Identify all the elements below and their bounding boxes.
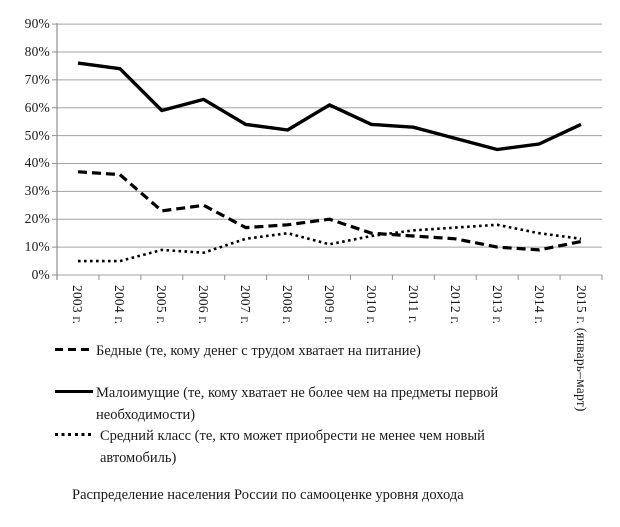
legend-label-low-income: Малоимущие (те, кому хватает не более чем на предметы первой необходимости)	[96, 385, 499, 423]
x-axis-label: 2015 г. (январь–март)	[573, 285, 589, 412]
series-line-dotted	[78, 225, 581, 261]
y-axis-label: 40%	[24, 155, 50, 171]
x-axis-label: 2006 г.	[196, 285, 212, 325]
legend-label-middle-class: Средний класс (те, кто может приобрести не менее чем новый автомобиль)	[100, 428, 485, 466]
series-line-solid	[78, 63, 581, 149]
legend-item-poor	[55, 340, 421, 362]
y-axis-label: 60%	[24, 99, 50, 115]
x-axis-label: 2008 г.	[280, 285, 296, 325]
x-axis-label: 2007 г.	[238, 285, 254, 325]
dotted-line-marker-icon	[55, 433, 93, 436]
x-axis-label: 2009 г.	[322, 285, 337, 325]
y-axis-label: 10%	[24, 239, 50, 255]
y-axis-label: 90%	[24, 16, 50, 32]
legend-label-poor: Бедные (те, кому денег с трудом хватает на питание)	[96, 343, 421, 359]
y-axis-label: 50%	[24, 127, 50, 143]
y-axis-label: 80%	[24, 43, 50, 59]
x-axis-label: 2003 г.	[70, 285, 86, 325]
x-axis-label: 2005 г.	[154, 285, 170, 325]
y-axis-label: 20%	[24, 211, 50, 227]
x-axis-label: 2013 г.	[489, 285, 505, 325]
x-axis-label: 2014 г.	[531, 285, 547, 325]
x-axis-label: 2012 г.	[447, 285, 463, 325]
y-axis-label: 30%	[24, 183, 50, 199]
y-axis-label: 70%	[24, 71, 50, 87]
legend-item-low-income	[55, 382, 566, 426]
series-line-dashed	[78, 172, 581, 250]
x-axis-label: 2010 г.	[363, 285, 379, 325]
chart-caption: Распределение населения России по самооценке уровня дохода	[72, 487, 464, 503]
y-axis-label: 0%	[31, 267, 50, 282]
x-axis-label: 2011 г.	[405, 285, 421, 324]
legend-item-middle-class	[55, 425, 550, 469]
solid-line-marker-icon	[55, 390, 93, 393]
dashed-line-marker-icon	[55, 348, 89, 351]
x-axis-label: 2004 г.	[112, 285, 128, 325]
